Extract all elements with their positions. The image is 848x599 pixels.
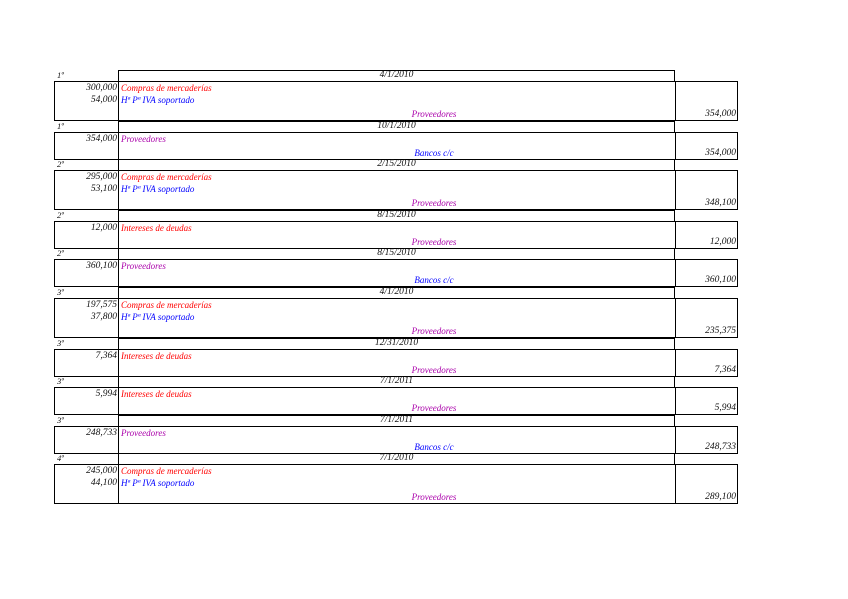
entry-number: 1º bbox=[57, 121, 64, 131]
entry-number: 2º bbox=[57, 248, 64, 258]
entry-date: 7/1/2010 bbox=[379, 453, 414, 463]
credit-line bbox=[55, 441, 739, 453]
entry-number: 1º bbox=[57, 70, 64, 80]
debit-amount: 12,000 bbox=[90, 223, 117, 233]
debit-line bbox=[55, 260, 739, 272]
debit-amount: 7,364 bbox=[95, 351, 117, 361]
credit-account: Proveedores bbox=[411, 365, 457, 375]
credit-line bbox=[55, 274, 739, 286]
entry-date: 7/1/2011 bbox=[379, 376, 414, 386]
debit-line bbox=[55, 350, 739, 362]
credit-amount: 5,994 bbox=[714, 403, 736, 413]
credit-account: Proveedores bbox=[411, 109, 457, 119]
entry-date: 10/1/2010 bbox=[377, 121, 416, 131]
credit-account: Proveedores bbox=[411, 326, 457, 336]
debit-line bbox=[55, 311, 739, 323]
journal-entry bbox=[0, 121, 848, 160]
credit-line bbox=[55, 108, 739, 120]
entry-date: 4/1/2010 bbox=[379, 70, 414, 80]
debit-account: Proveedores bbox=[121, 261, 166, 271]
credit-account: Bancos c/c bbox=[414, 148, 454, 158]
credit-account: Proveedores bbox=[411, 492, 457, 502]
debit-line bbox=[55, 299, 739, 311]
entry-number: 3º bbox=[57, 287, 64, 297]
entry-date: 4/1/2010 bbox=[379, 287, 414, 297]
entry-body bbox=[54, 81, 738, 121]
debit-amount: 37,800 bbox=[90, 312, 117, 322]
credit-amount: 360,100 bbox=[705, 275, 736, 285]
credit-amount: 235,375 bbox=[705, 326, 736, 336]
entry-body bbox=[54, 170, 738, 210]
credit-line bbox=[55, 491, 739, 503]
journal-entry bbox=[0, 453, 848, 504]
debit-amount: 300,000 bbox=[86, 83, 117, 93]
credit-line bbox=[55, 197, 739, 209]
debit-account: Intereses de deudas bbox=[121, 223, 192, 233]
debit-line bbox=[55, 477, 739, 489]
debit-account: Intereses de deudas bbox=[121, 351, 192, 361]
debit-account: Proveedores bbox=[121, 134, 166, 144]
credit-amount: 354,000 bbox=[705, 148, 736, 158]
journal-entry bbox=[0, 159, 848, 210]
debit-line bbox=[55, 465, 739, 477]
debit-amount: 354,000 bbox=[86, 134, 117, 144]
credit-account: Bancos c/c bbox=[414, 275, 454, 285]
debit-amount: 360,100 bbox=[86, 261, 117, 271]
journal-entry bbox=[0, 248, 848, 287]
debit-account: Hª Pª IVA soportado bbox=[121, 478, 195, 488]
journal-entry bbox=[0, 287, 848, 338]
journal-entry bbox=[0, 376, 848, 415]
entry-body bbox=[54, 349, 738, 377]
credit-account: Proveedores bbox=[411, 237, 457, 247]
entry-date: 7/1/2011 bbox=[379, 415, 414, 425]
credit-amount: 348,100 bbox=[705, 198, 736, 208]
debit-line bbox=[55, 388, 739, 400]
debit-line bbox=[55, 94, 739, 106]
entry-number: 3º bbox=[57, 376, 64, 386]
debit-account: Hª Pª IVA soportado bbox=[121, 95, 195, 105]
entry-number: 2º bbox=[57, 159, 64, 169]
debit-account: Compras de mercaderías bbox=[121, 83, 212, 93]
debit-amount: 53,100 bbox=[90, 184, 117, 194]
entry-body bbox=[54, 221, 738, 249]
debit-account: Proveedores bbox=[121, 428, 166, 438]
entry-date: 12/31/2010 bbox=[374, 338, 419, 348]
debit-account: Intereses de deudas bbox=[121, 389, 192, 399]
entry-number: 3º bbox=[57, 415, 64, 425]
credit-account: Proveedores bbox=[411, 403, 457, 413]
credit-amount: 12,000 bbox=[709, 237, 736, 247]
credit-line bbox=[55, 402, 739, 414]
entry-number: 4º bbox=[57, 453, 64, 463]
debit-amount: 295,000 bbox=[86, 172, 117, 182]
debit-account: Compras de mercaderías bbox=[121, 172, 212, 182]
entry-number: 3º bbox=[57, 338, 64, 348]
entry-number: 2º bbox=[57, 210, 64, 220]
credit-amount: 7,364 bbox=[714, 365, 736, 375]
entry-body bbox=[54, 464, 738, 504]
journal-entry bbox=[0, 338, 848, 377]
debit-line bbox=[55, 171, 739, 183]
entry-body bbox=[54, 259, 738, 287]
entry-date: 8/15/2010 bbox=[377, 248, 416, 258]
entry-body bbox=[54, 298, 738, 338]
debit-account: Compras de mercaderías bbox=[121, 466, 212, 476]
debit-line bbox=[55, 427, 739, 439]
entry-body bbox=[54, 132, 738, 160]
credit-account: Proveedores bbox=[411, 198, 457, 208]
entry-body bbox=[54, 387, 738, 415]
journal-entry bbox=[0, 415, 848, 454]
debit-account: Hª Pª IVA soportado bbox=[121, 312, 195, 322]
debit-line bbox=[55, 183, 739, 195]
entry-date: 2/15/2010 bbox=[377, 159, 416, 169]
debit-amount: 248,733 bbox=[86, 428, 117, 438]
debit-line bbox=[55, 82, 739, 94]
debit-amount: 44,100 bbox=[90, 478, 117, 488]
credit-line bbox=[55, 236, 739, 248]
debit-line bbox=[55, 222, 739, 234]
credit-line bbox=[55, 147, 739, 159]
journal-entry bbox=[0, 210, 848, 249]
debit-account: Compras de mercaderías bbox=[121, 300, 212, 310]
debit-amount: 5,994 bbox=[95, 389, 117, 399]
debit-amount: 54,000 bbox=[90, 95, 117, 105]
credit-line bbox=[55, 325, 739, 337]
entry-body bbox=[54, 426, 738, 454]
credit-amount: 248,733 bbox=[705, 442, 736, 452]
credit-amount: 289,100 bbox=[705, 492, 736, 502]
credit-account: Bancos c/c bbox=[414, 442, 454, 452]
debit-line bbox=[55, 133, 739, 145]
journal-entry bbox=[0, 70, 848, 121]
debit-amount: 197,575 bbox=[86, 300, 117, 310]
debit-account: Hª Pª IVA soportado bbox=[121, 184, 195, 194]
credit-amount: 354,000 bbox=[705, 109, 736, 119]
debit-amount: 245,000 bbox=[86, 466, 117, 476]
entry-date: 8/15/2010 bbox=[377, 210, 416, 220]
credit-line bbox=[55, 364, 739, 376]
